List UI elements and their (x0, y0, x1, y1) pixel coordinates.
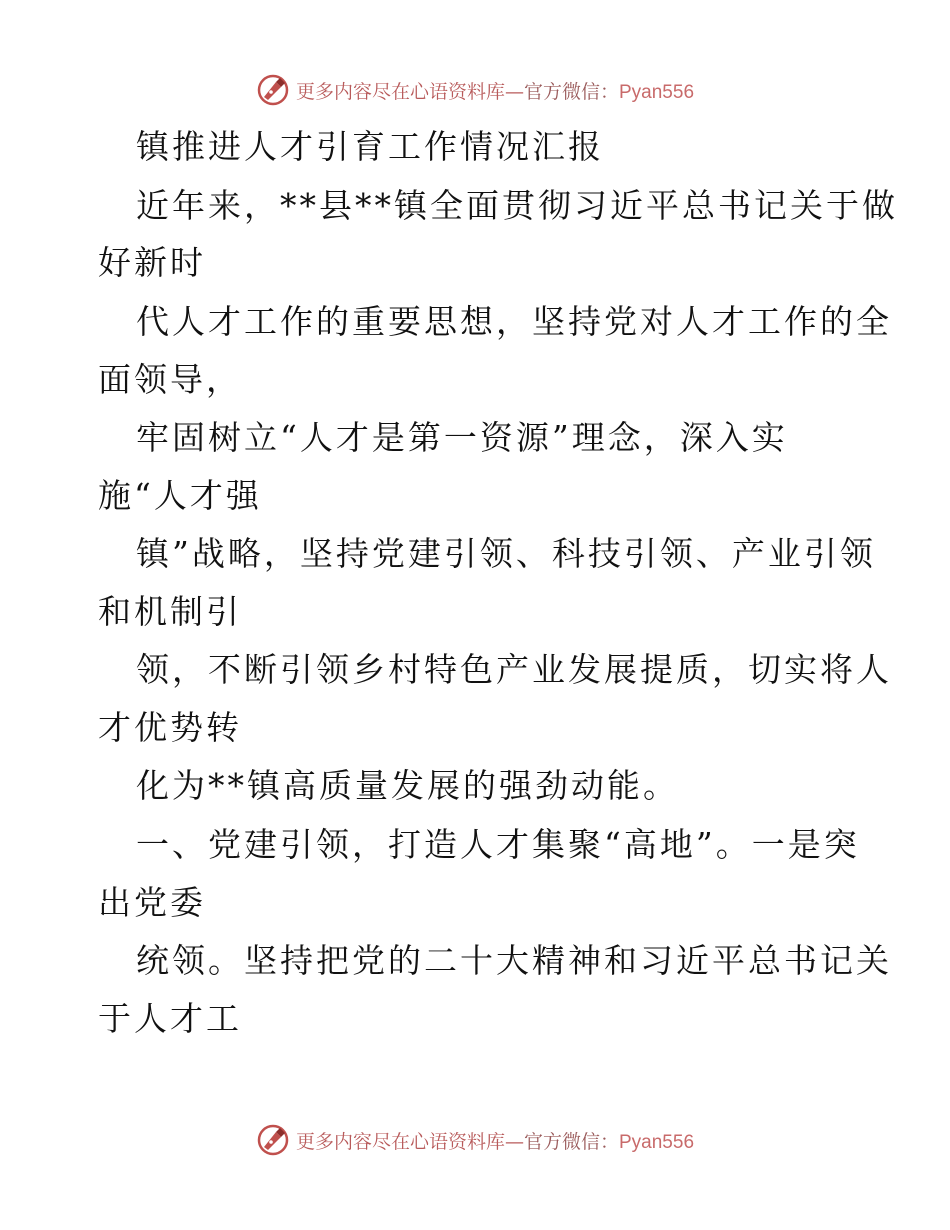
paragraph-line: 近年来，**县**镇全面贯彻习近平总书记关于做 (136, 186, 898, 225)
watermark-text: 更多内容尽在心语资料库 (295, 80, 505, 103)
watermark-wechat-id: Pyan556 (619, 81, 695, 103)
paragraph-line: 施“人才强 (98, 476, 262, 515)
paragraph-line: 牢固树立“人才是第一资源”理念，深入实 (136, 418, 788, 457)
paragraph-line: 统领。坚持把党的二十大精神和习近平总书记关 (136, 941, 892, 980)
watermark-wechat-label: 官方微信： (523, 80, 619, 103)
paragraph-line: 出党委 (98, 883, 206, 922)
document-title: 镇推进人才引育工作情况汇报 (136, 127, 604, 166)
paragraph-line: 镇”战略，坚持党建引领、科技引领、产业引领 (136, 534, 876, 573)
paragraph-line: 面领导， (98, 360, 242, 399)
pen-nib-logo-icon (256, 1123, 290, 1157)
paragraph-line: 代人才工作的重要思想，坚持党对人才工作的全 (136, 302, 892, 341)
paragraph-line: 领，不断引领乡村特色产业发展提质，切实将人 (136, 650, 892, 689)
watermark-dash: — (504, 80, 524, 103)
footer-watermark (0, 1120, 950, 1160)
watermark-text: 更多内容尽在心语资料库 (295, 1130, 505, 1153)
header-watermark (0, 70, 950, 110)
watermark-wechat-label: 官方微信： (523, 1130, 619, 1153)
paragraph-line: 和机制引 (98, 592, 242, 631)
paragraph-line: 好新时 (98, 243, 206, 282)
paragraph-line: 于人才工 (98, 999, 242, 1038)
section-heading-line: 一、党建引领，打造人才集聚“高地”。一是突 (136, 825, 860, 864)
pen-nib-logo-icon (256, 73, 290, 107)
watermark-wechat-id: Pyan556 (619, 1131, 695, 1153)
paragraph-line: 才优势转 (98, 708, 242, 747)
paragraph-line: 化为**镇高质量发展的强劲动能。 (136, 766, 679, 805)
watermark-dash: — (504, 1130, 524, 1153)
